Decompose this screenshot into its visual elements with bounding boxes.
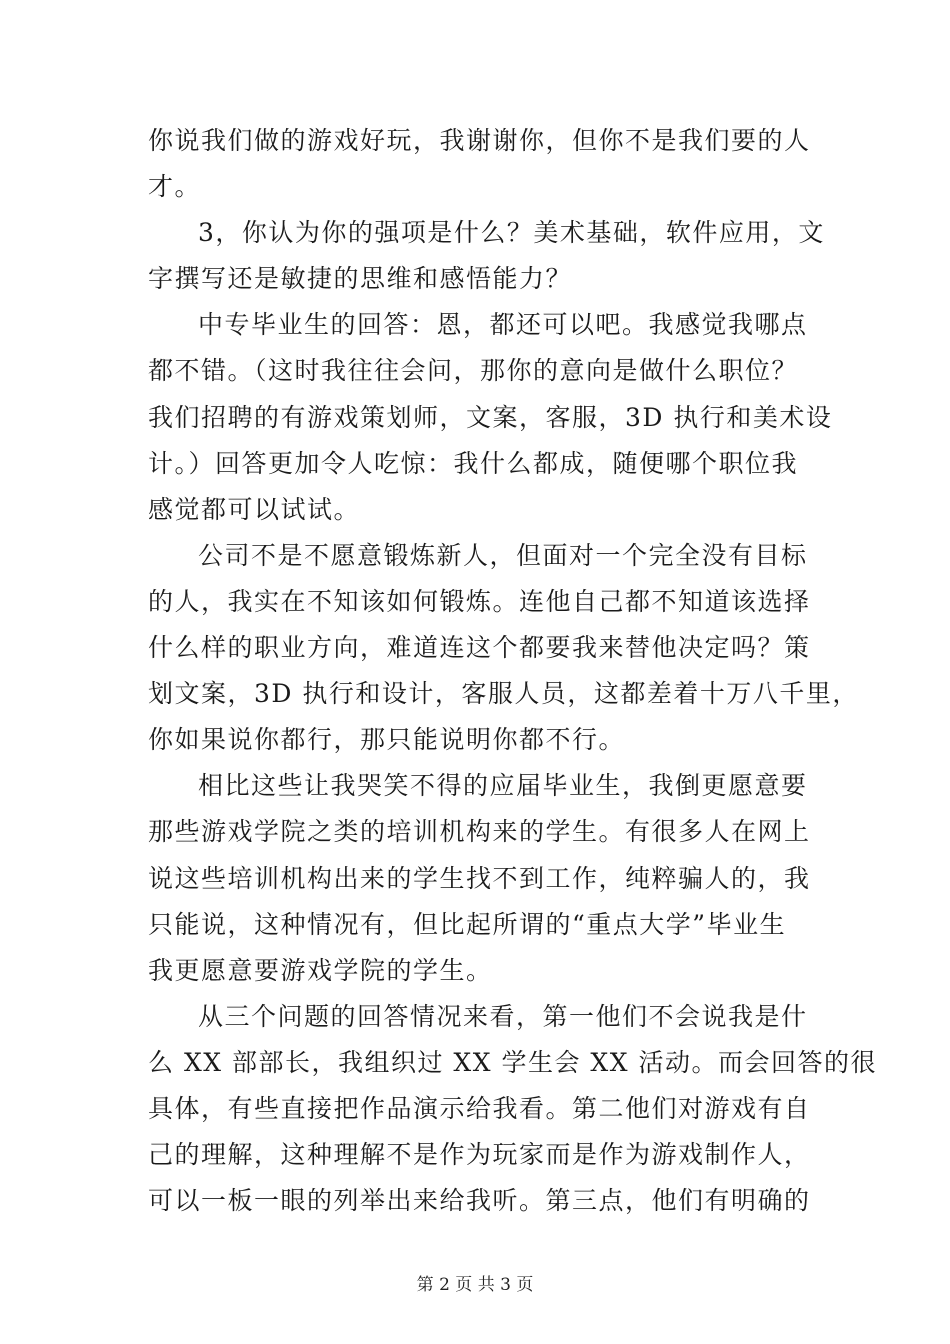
text-line: 只能说，这种情况有，但比起所谓的“重点大学”毕业生 bbox=[148, 909, 787, 939]
text-line: 相比这些让我哭笑不得的应届毕业生，我倒更愿意要 bbox=[198, 771, 808, 801]
text-line: 我们招聘的有游戏策划师，文案，客服，3D 执行和美术设 bbox=[148, 402, 833, 432]
text-line: 么 XX 部部长，我组织过 XX 学生会 XX 活动。而会回答的很 bbox=[148, 1047, 877, 1077]
document-body bbox=[148, 118, 877, 1224]
text-line: 都不错。（这时我往往会问，那你的意向是做什么职位？ bbox=[148, 356, 799, 386]
page-footer: 第 2 页 共 3 页 bbox=[416, 1275, 534, 1295]
text-line: 什么样的职业方向，难道连这个都要我来替他决定吗？策 bbox=[148, 633, 811, 663]
text-line: 那些游戏学院之类的培训机构来的学生。有很多人在网上 bbox=[148, 817, 811, 847]
text-line: 己的理解，这种理解不是作为玩家而是作为游戏制作人， bbox=[148, 1140, 811, 1170]
text-line: 计。）回答更加令人吃惊：我什么都成，随便哪个职位我 bbox=[148, 448, 799, 478]
text-line: 的人，我实在不知该如何锻炼。连他自己都不知道该选择 bbox=[148, 586, 811, 616]
text-line: 3，你认为你的强项是什么？美术基础，软件应用，文 bbox=[198, 218, 825, 248]
text-line: 感觉都可以试试。 bbox=[148, 494, 361, 524]
text-line: 才。 bbox=[148, 172, 202, 202]
text-line: 你说我们做的游戏好玩，我谢谢你，但你不是我们要的人 bbox=[148, 126, 811, 155]
text-line: 我更愿意要游戏学院的学生。 bbox=[148, 955, 493, 985]
text-line: 公司不是不愿意锻炼新人，但面对一个完全没有目标 bbox=[198, 540, 808, 570]
text-line: 可以一板一眼的列举出来给我听。第三点，他们有明确的 bbox=[148, 1186, 811, 1216]
text-line: 从三个问题的回答情况来看，第一他们不会说我是什 bbox=[198, 1001, 808, 1031]
text-line: 具体，有些直接把作品演示给我看。第二他们对游戏有自 bbox=[148, 1093, 811, 1123]
text-line: 你如果说你都行，那只能说明你都不行。 bbox=[148, 725, 626, 755]
text-line: 划文案，3D 执行和设计，客服人员，这都差着十万八千里， bbox=[148, 679, 859, 709]
text-line: 字撰写还是敏捷的思维和感悟能力？ bbox=[148, 264, 573, 294]
text-line: 中专毕业生的回答：恩，都还可以吧。我感觉我哪点 bbox=[198, 310, 808, 340]
text-line: 说这些培训机构出来的学生找不到工作，纯粹骗人的，我 bbox=[148, 863, 811, 893]
